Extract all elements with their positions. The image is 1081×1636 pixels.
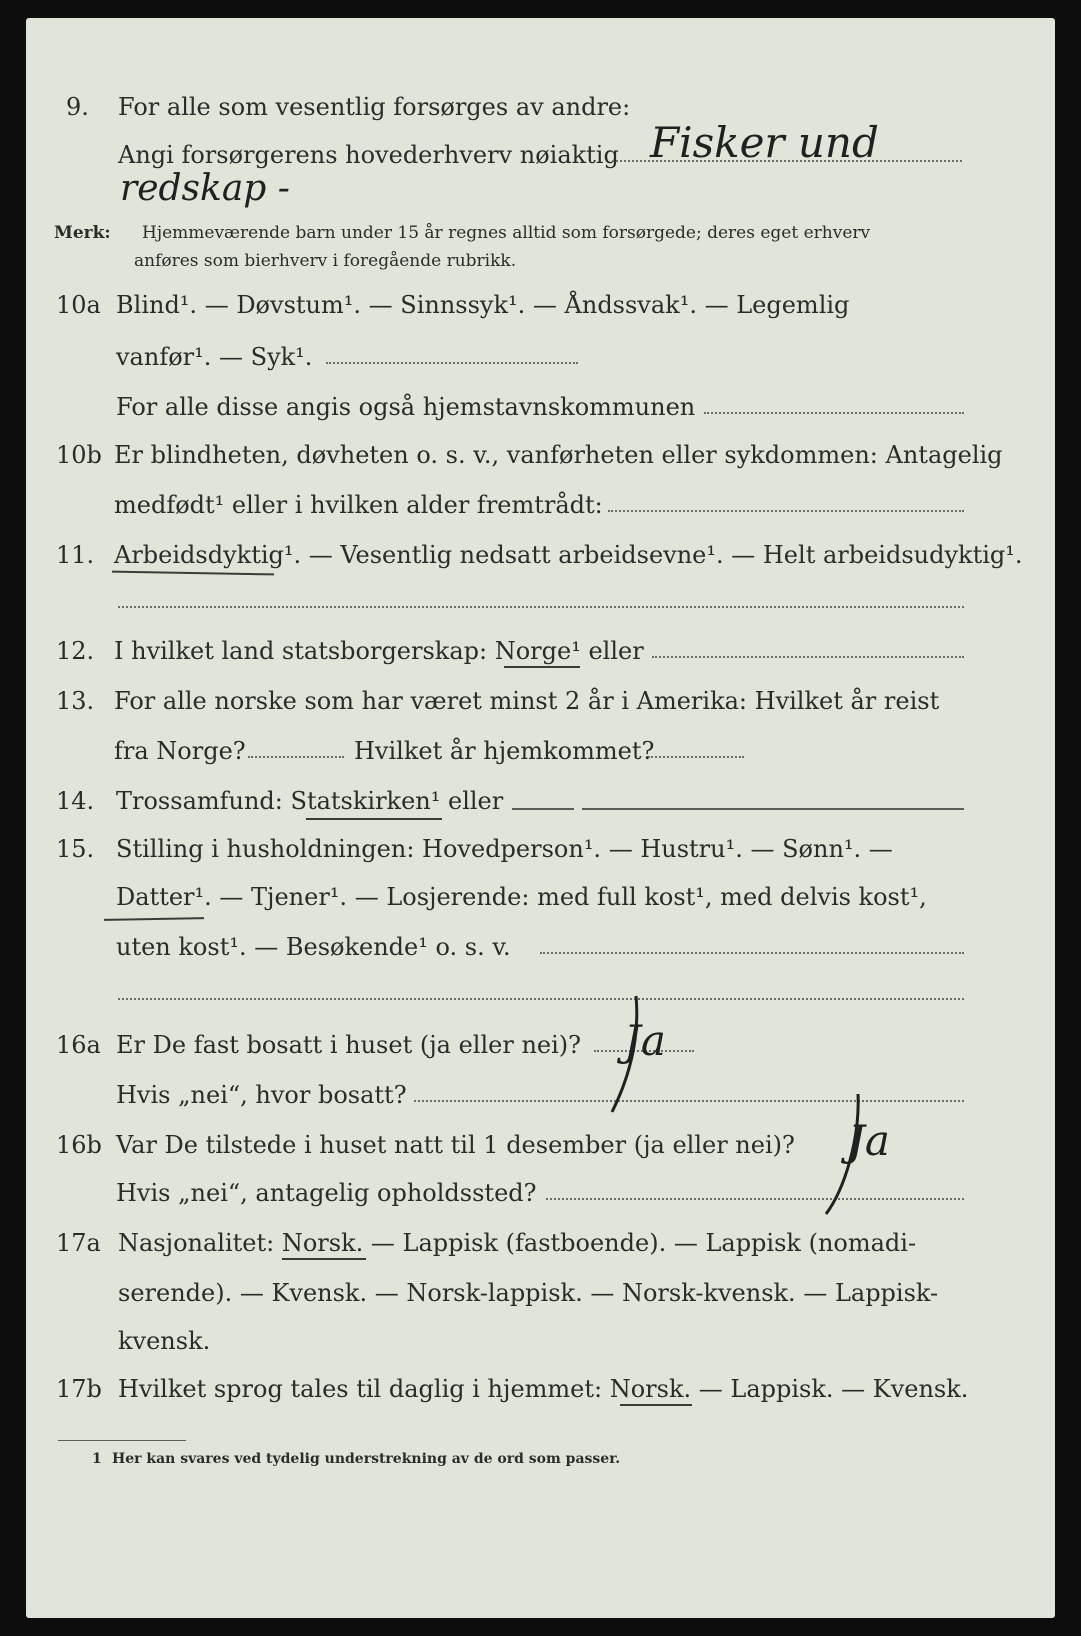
q14-number: 14. bbox=[56, 787, 95, 815]
q10a-line3: For alle disse angis også hjemstavnskommunen bbox=[116, 393, 696, 421]
q16a-handwritten-answer: Ja bbox=[624, 1016, 666, 1065]
q11-number: 11. bbox=[56, 541, 95, 569]
merk-line2: anføres som bierhverv i foregående rubrikk. bbox=[134, 251, 517, 271]
q10b-number: 10b bbox=[56, 441, 102, 469]
q17a-number: 17a bbox=[56, 1229, 101, 1257]
q16a-line2: Hvis „nei“, hvor bosatt? bbox=[116, 1081, 407, 1109]
merk-line1: Hjemmeværende barn under 15 år regnes alltid som forsørgede; deres eget erhverv bbox=[142, 223, 871, 243]
footnote-mark: 1 bbox=[92, 1451, 102, 1467]
q17a-line2: serende). — Kvensk. — Norsk-lappisk. — Norsk-kvensk. — Lappisk- bbox=[118, 1279, 939, 1307]
q10b-line1: Er blindheten, døvheten o. s. v., vanførheten eller sykdommen: Antagelig bbox=[114, 441, 1003, 469]
q15-line1: Stilling i husholdningen: Hovedperson¹. — Hustru¹. — Sønn¹. — bbox=[116, 835, 893, 863]
q13-line2b: Hvilket år hjemkommet? bbox=[354, 737, 655, 765]
q10a-number: 10a bbox=[56, 291, 101, 319]
q10a-line2: vanfør¹. — Syk¹. bbox=[116, 343, 313, 371]
q15-number: 15. bbox=[56, 835, 95, 863]
q16b-number: 16b bbox=[56, 1131, 102, 1159]
footnote-text: Her kan svares ved tydelig understrekning av de ord som passer. bbox=[112, 1451, 621, 1467]
merk-label: Merk: bbox=[54, 223, 111, 243]
q9-handwritten-answer-cont: redskap - bbox=[120, 168, 290, 209]
q16a-number: 16a bbox=[56, 1031, 101, 1059]
q13-line1: For alle norske som har været minst 2 år i Amerika: Hvilket år reist bbox=[114, 687, 940, 715]
q17b-number: 17b bbox=[56, 1375, 102, 1403]
q17a-line1: Nasjonalitet: Norsk. — Lappisk (fastboende). — Lappisk (nomadi- bbox=[118, 1229, 917, 1257]
q17b-line1: Hvilket sprog tales til daglig i hjemmet: Norsk. — Lappisk. — Kvensk. bbox=[118, 1375, 969, 1403]
q15-line2: Datter¹. — Tjener¹. — Losjerende: med full kost¹, med delvis kost¹, bbox=[116, 883, 927, 911]
q14-line1: Trossamfund: Statskirken¹ eller bbox=[116, 787, 504, 815]
q16b-line1: Var De tilstede i huset natt til 1 desember (ja eller nei)? bbox=[116, 1131, 795, 1159]
q13-number: 13. bbox=[56, 687, 95, 715]
q17a-line3: kvensk. bbox=[118, 1327, 211, 1355]
q11-line1: Arbeidsdyktig¹. — Vesentlig nedsatt arbeidsevne¹. — Helt arbeidsudyktig¹. bbox=[114, 541, 1023, 569]
q16b-line2: Hvis „nei“, antagelig opholdssted? bbox=[116, 1179, 537, 1207]
q9-handwritten-answer: Fisker und bbox=[650, 118, 879, 167]
q10a-line1: Blind¹. — Døvstum¹. — Sinnssyk¹. — Åndssvak¹. — Legemlig bbox=[116, 291, 850, 319]
q12-number: 12. bbox=[56, 637, 95, 665]
q9-number: 9. bbox=[66, 93, 89, 121]
q16a-line1: Er De fast bosatt i huset (ja eller nei)? bbox=[116, 1031, 582, 1059]
q16b-handwritten-answer: Ja bbox=[848, 1116, 890, 1165]
q13-line2a: fra Norge? bbox=[114, 737, 246, 765]
q15-line3: uten kost¹. — Besøkende¹ o. s. v. bbox=[116, 933, 511, 961]
q12-line1: I hvilket land statsborgerskap: Norge¹ eller bbox=[114, 637, 644, 665]
q10b-line2: medfødt¹ eller i hvilken alder fremtrådt: bbox=[114, 491, 603, 519]
q9-line1: For alle som vesentlig forsørges av andre: bbox=[118, 93, 631, 121]
q9-line2: Angi forsørgerens hovederhverv nøiaktig bbox=[118, 141, 619, 169]
